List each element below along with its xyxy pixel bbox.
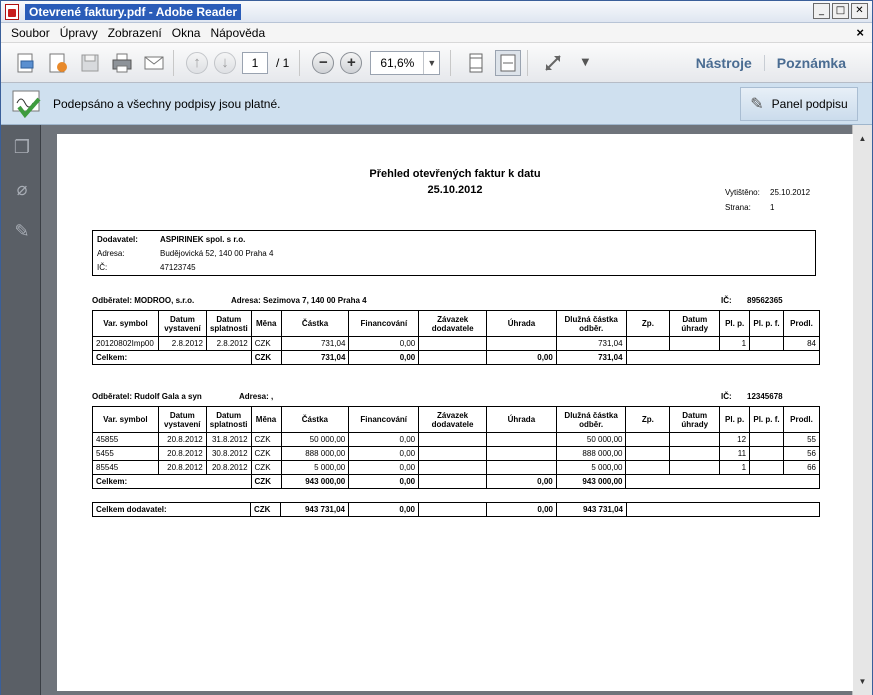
cell: 55 <box>783 433 819 447</box>
scroll-down-icon[interactable]: ▼ <box>858 677 867 686</box>
cell <box>419 461 487 475</box>
cell: 20.8.2012 <box>158 447 206 461</box>
customer-ic-label: IČ: <box>721 392 732 401</box>
cell: 56 <box>783 447 819 461</box>
cell: 888 000,00 <box>556 447 626 461</box>
customer-address: Adresa: Sezimova 7, 140 00 Praha 4 <box>231 296 367 305</box>
email-icon[interactable] <box>141 50 167 76</box>
col-header: Datum splatnosti <box>206 407 251 433</box>
menu-upravy[interactable]: Úpravy <box>59 25 98 40</box>
cell: 20120802Imp00 <box>93 337 159 351</box>
menu-zobrazeni[interactable]: Zobrazení <box>107 25 162 40</box>
cell: 0,00 <box>487 351 557 365</box>
grand-total-label: Celkem dodavatel: <box>93 503 251 517</box>
cell <box>626 447 670 461</box>
page-number-input[interactable]: 1 <box>242 52 268 74</box>
toolbar-separator <box>173 50 174 76</box>
fit-width-icon[interactable] <box>495 50 521 76</box>
col-header: Datum vystavení <box>158 407 206 433</box>
cell: 84 <box>783 337 819 351</box>
cell: CZK <box>251 461 281 475</box>
print-icon[interactable] <box>109 50 135 76</box>
minimize-button[interactable]: _ <box>813 3 830 19</box>
cell <box>419 351 487 365</box>
table-row <box>93 461 820 475</box>
chevron-down-icon[interactable]: ▼ <box>423 52 439 74</box>
toolbar-right <box>684 43 858 83</box>
cell: 11 <box>720 447 750 461</box>
menu-okna[interactable]: Okna <box>171 25 201 40</box>
col-header: Financování <box>349 407 419 433</box>
tools-button[interactable]: Nástroje <box>695 55 752 71</box>
col-header: Var. symbol <box>93 407 159 433</box>
cell: 0,00 <box>349 447 419 461</box>
cell: 0,00 <box>349 503 419 517</box>
customer-ic: 12345678 <box>747 392 783 401</box>
cell <box>419 337 487 351</box>
col-header: Částka <box>281 311 349 337</box>
col-header: Závazek dodavatele <box>419 311 487 337</box>
cell: 0,00 <box>349 461 419 475</box>
cell: CZK <box>251 433 281 447</box>
menu-bar <box>1 23 872 43</box>
vendor-ic: 47123745 <box>160 263 196 272</box>
cell: CZK <box>251 337 281 351</box>
col-header: Úhrada <box>486 407 556 433</box>
total-label: Celkem: <box>93 351 252 365</box>
col-header: Pl. p. <box>720 311 750 337</box>
table-row <box>93 447 820 461</box>
cell: 1 <box>720 461 750 475</box>
cell: 66 <box>783 461 819 475</box>
cell: 20.8.2012 <box>158 461 206 475</box>
cell: 0,00 <box>349 351 419 365</box>
cell: CZK <box>251 351 281 365</box>
cell: 943 731,04 <box>557 503 627 517</box>
close-window-button[interactable]: ✕ <box>851 3 868 19</box>
table-header-row <box>93 407 820 433</box>
cell: 1 <box>720 337 750 351</box>
col-header: Pl. p. <box>720 407 750 433</box>
cell <box>419 475 487 489</box>
cell: 5 000,00 <box>556 461 626 475</box>
page-total: / 1 <box>276 55 290 70</box>
signature-bar <box>1 83 872 125</box>
printed-label: Vytištěno: <box>725 188 760 197</box>
vendor-ic-label: IČ: <box>97 263 108 272</box>
grand-total-table <box>92 502 820 517</box>
fullscreen-icon[interactable] <box>540 50 566 76</box>
toolbar-separator <box>299 50 300 76</box>
col-header: Dlužná částka odběr. <box>556 407 626 433</box>
cell: 2.8.2012 <box>206 337 251 351</box>
col-header: Úhrada <box>487 311 557 337</box>
attachment-icon[interactable]: ⌀ <box>16 179 28 200</box>
toolbar-separator <box>450 50 451 76</box>
fit-page-icon[interactable] <box>463 50 489 76</box>
cell <box>670 461 720 475</box>
table-total-row <box>93 351 820 365</box>
cell: 5455 <box>93 447 159 461</box>
cell: 731,04 <box>281 351 349 365</box>
menu-soubor[interactable]: Soubor <box>11 25 50 40</box>
zoom-select[interactable] <box>370 51 440 75</box>
cell <box>750 433 784 447</box>
toolbar <box>1 43 872 83</box>
printed-value: 25.10.2012 <box>770 188 811 197</box>
cell <box>670 447 720 461</box>
cell: 888 000,00 <box>281 447 349 461</box>
signatures-icon[interactable]: ✎ <box>14 221 30 242</box>
navigation-pane <box>1 125 41 695</box>
cell <box>487 337 557 351</box>
customer-address: Adresa: , <box>239 392 274 401</box>
menu-napoveda[interactable]: Nápověda <box>210 25 266 40</box>
table-header-row <box>93 311 820 337</box>
col-header: Prodl. <box>783 311 819 337</box>
cell <box>419 433 487 447</box>
cell <box>626 351 819 365</box>
vendor-box <box>92 230 816 276</box>
notes-button[interactable]: Poznámka <box>764 55 858 71</box>
pdf-page <box>57 134 853 691</box>
cell <box>486 447 556 461</box>
toolbar-separator <box>527 50 528 76</box>
previous-page-button[interactable]: ↑ <box>186 52 208 74</box>
invoice-table <box>92 310 820 365</box>
cell <box>626 433 670 447</box>
cell <box>750 337 784 351</box>
cell <box>486 433 556 447</box>
cell: 0,00 <box>349 433 419 447</box>
cell: 731,04 <box>556 337 626 351</box>
col-header: Datum splatnosti <box>206 311 251 337</box>
signature-panel-button[interactable] <box>740 87 858 121</box>
pdf-file-icon <box>5 4 19 20</box>
col-header: Závazek dodavatele <box>419 407 487 433</box>
col-header: Prodl. <box>783 407 819 433</box>
col-header: Financování <box>349 311 419 337</box>
next-page-button[interactable]: ↓ <box>214 52 236 74</box>
signature-panel-label: Panel podpisu <box>771 97 848 111</box>
vendor-addr: Budějovická 52, 140 00 Praha 4 <box>160 249 274 258</box>
pen-icon: ✎ <box>750 96 764 113</box>
cell <box>626 475 820 489</box>
cell: CZK <box>251 447 281 461</box>
pages-icon[interactable]: ❐ <box>13 137 31 158</box>
grand-total-row <box>93 503 820 517</box>
signature-status: Podepsáno a všechny podpisy jsou platné. <box>53 96 281 111</box>
col-header: Datum úhrady <box>670 407 720 433</box>
customer-name: Odběratel: MODROO, s.r.o. <box>92 296 195 305</box>
cell: 0,00 <box>349 475 419 489</box>
cell: 943 731,04 <box>281 503 349 517</box>
vendor-addr-label: Adresa: <box>97 249 125 258</box>
cell <box>626 461 670 475</box>
vendor-name: ASPIRINEK spol. s r.o. <box>160 235 246 244</box>
cell: 31.8.2012 <box>206 433 251 447</box>
cell: CZK <box>251 475 281 489</box>
cell: 943 000,00 <box>556 475 626 489</box>
cell <box>419 503 487 517</box>
cell <box>419 447 487 461</box>
zoom-out-button[interactable]: − <box>312 52 334 74</box>
window-controls <box>813 3 868 19</box>
cell: 12 <box>720 433 750 447</box>
more-tools-icon[interactable]: ▼ <box>581 57 590 68</box>
cell <box>486 461 556 475</box>
col-header: Zp. <box>626 407 670 433</box>
col-header: Pl. p. f. <box>750 311 784 337</box>
customer-ic-label: IČ: <box>721 296 732 305</box>
col-header: Částka <box>281 407 349 433</box>
cell: 731,04 <box>556 351 626 365</box>
cell: 30.8.2012 <box>206 447 251 461</box>
cell: 0,00 <box>486 475 556 489</box>
report-title: Přehled otevřených faktur k datu <box>369 168 541 180</box>
cell: 50 000,00 <box>556 433 626 447</box>
table-total-row <box>93 475 820 489</box>
col-header: Zp. <box>626 311 670 337</box>
customer-ic: 89562365 <box>747 296 783 305</box>
close-document-button[interactable]: × <box>856 25 864 40</box>
cell: 731,04 <box>281 337 349 351</box>
cell: 20.8.2012 <box>158 433 206 447</box>
cell <box>670 433 720 447</box>
scroll-up-icon[interactable]: ▲ <box>858 134 867 143</box>
zoom-in-button[interactable]: + <box>340 52 362 74</box>
report-date: 25.10.2012 <box>427 184 483 196</box>
total-label: Celkem: <box>93 475 252 489</box>
cell: 50 000,00 <box>281 433 349 447</box>
cell: 85545 <box>93 461 159 475</box>
zoom-value: 61,6% <box>380 55 415 70</box>
col-header: Měna <box>251 311 281 337</box>
cell <box>627 503 820 517</box>
col-header: Datum úhrady <box>670 311 720 337</box>
col-header: Pl. p. f. <box>750 407 784 433</box>
page-value: 1 <box>770 203 775 212</box>
col-header: Měna <box>251 407 281 433</box>
cell <box>750 447 784 461</box>
cell <box>750 461 784 475</box>
table-row <box>93 433 820 447</box>
cell: 2.8.2012 <box>158 337 206 351</box>
window-title: Otevrené faktury.pdf - Adobe Reader <box>25 4 241 20</box>
signature-valid-icon <box>11 89 43 119</box>
create-pdf-icon[interactable] <box>13 50 39 76</box>
cell <box>626 337 670 351</box>
table-row <box>93 337 820 351</box>
cell: CZK <box>251 503 281 517</box>
invoice-table <box>92 406 820 489</box>
edit-pdf-icon[interactable] <box>45 50 71 76</box>
cell: 0,00 <box>487 503 557 517</box>
cell: 943 000,00 <box>281 475 349 489</box>
cell: 45855 <box>93 433 159 447</box>
col-header: Var. symbol <box>93 311 159 337</box>
title-bar <box>1 1 872 23</box>
customer-name: Odběratel: Rudolf Gala a syn <box>92 392 202 401</box>
cell: 20.8.2012 <box>206 461 251 475</box>
cell: 5 000,00 <box>281 461 349 475</box>
cell <box>670 337 720 351</box>
cell: 0,00 <box>349 337 419 351</box>
page-label: Strana: <box>725 203 751 212</box>
col-header: Dlužná částka odběr. <box>556 311 626 337</box>
save-icon[interactable] <box>77 50 103 76</box>
maximize-button[interactable]: □ <box>832 3 849 19</box>
vertical-scrollbar[interactable] <box>852 125 872 695</box>
col-header: Datum vystavení <box>158 311 206 337</box>
vendor-label: Dodavatel: <box>97 235 138 244</box>
